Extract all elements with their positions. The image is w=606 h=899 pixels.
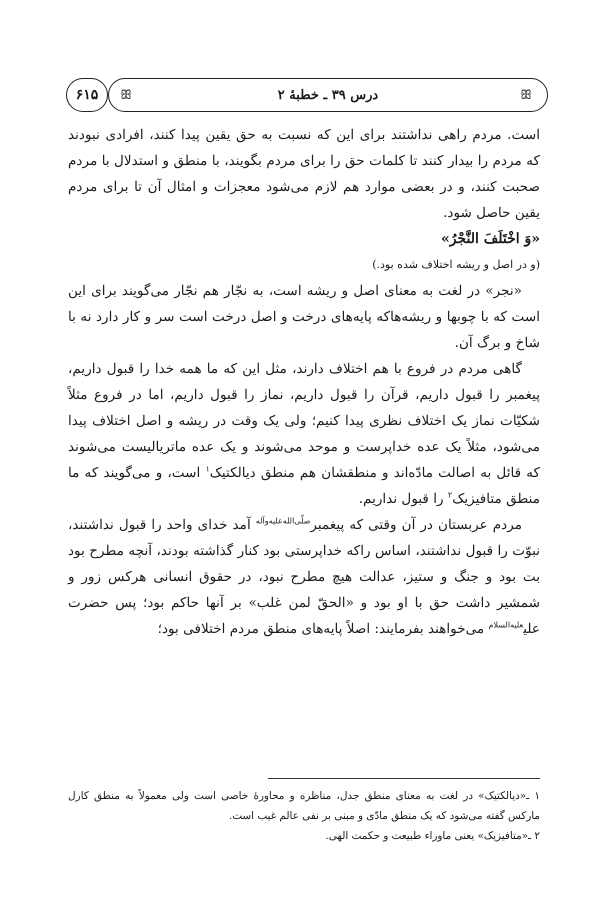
footnote-1: ۱ ـ«دیالکتیک» در لغت به معنای منطق جدل، مناظره و محاورهٔ خاصی است ولی معمولاً به منطق کارل مارکس گفته می‌شود که یک منطق مادّی و مبنی بر نفی عالم غیب است. — [68, 790, 540, 822]
blessing-mark-prophet: صلّی‌الله‌علیه‌وآله — [255, 516, 311, 526]
running-header — [108, 78, 548, 112]
paragraph-3-text-c: را قبول نداریم. — [358, 491, 448, 507]
paragraph-3 — [68, 356, 540, 512]
paragraph-4-text-b: آمد خدای واحد را قبول نداشتند، نبوّت را قبول نداشتند، اساس راکه خداپرستی بود کنار گذاشته بودند، آنچه مطرح بود بت بود و جنگ و ستیز، عدالت هیچ مطرح نبود، در حقوق انسانی هرکس زور و شمشیر داشت حق با او بود و «الحقّ لمن غلب» بر آنها حاکم بود؛ پس حضرت علی — [68, 517, 540, 637]
quote-translation: (و در اصل و ریشه اختلاف شده بود.) — [372, 258, 540, 271]
blessing-mark-ali: علیه‌السلام — [488, 620, 524, 630]
footnote-ref-1: ۱ — [205, 464, 210, 474]
page-number-frame — [66, 78, 108, 112]
page-number: ۶۱۵ — [75, 87, 99, 103]
footnote-2: ۲ ـ«متافیزیک» یعنی ماوراء طبیعت و حکمت الهی. — [325, 830, 540, 842]
body-text — [68, 122, 540, 642]
paragraph-3-text-b: است، و می‌گویند که ما منطق متافیزیک — [68, 465, 540, 507]
footnote-ref-2: ۲ — [447, 490, 453, 500]
quote-line: «وَ اخْتَلَفَ النَّجْرُ» — [440, 231, 540, 247]
header-title: درس ۳۹ ـ خطبهٔ ۲ — [277, 87, 379, 103]
paragraph-3-text-a: گاهی مردم در فروع با هم اختلاف دارند، مثل این که ما همه خدا را قبول داریم، پیغمبر را قبول داریم، قرآن را قبول داریم، نماز را قبول داریم، اما در فروع مثلاً شکیّات نماز یک اختلاف نظری پیدا کنیم؛ ولی یک وقت در ریشه و اصل اختلاف پیدا می‌شود، مثلاً یک عده خداپرست و موحد می‌شوند و یک عده ماتریالیست می‌شوند که قائل به اصالت مادّه‌اند و منطقشان هم منطق دیالکتیک — [68, 361, 541, 481]
paragraph-1: است. مردم راهی نداشتند برای این که نسبت به حق یقین پیدا کنند، افرادی نبودند که مردم را بیدار کنند تا کلمات حق را برای مردم بگویند، با منطق و استدلال با مردم صحبت کنند، و در بعضی موارد هم لازم می‌شود معجزات و امثال آن تا برای مردم یقین حاصل شود. — [68, 127, 540, 221]
paragraph-4-text-a: مردم عربستان در آن وقتی که پیغمبر — [310, 517, 523, 533]
paragraph-4 — [68, 512, 540, 642]
ornament-left-icon: ꕥ — [120, 88, 133, 103]
footnote-divider — [268, 778, 540, 779]
paragraph-2: «نجر» در لغت به معنای اصل و ریشه است، به نجّار هم نجّار می‌گویند برای این است که با چوبها و ریشه‌هاکه پایه‌های درخت و اصل درخت است سر و کار دارد نه با شاخ و برگ آن. — [68, 283, 540, 351]
ornament-right-icon: ꕥ — [520, 88, 533, 103]
paragraph-4-text-c: می‌خواهند بفرمایند: اصلاً پایه‌های منطق مردم اختلافی بود؛ — [157, 621, 489, 637]
footnotes — [68, 786, 540, 846]
